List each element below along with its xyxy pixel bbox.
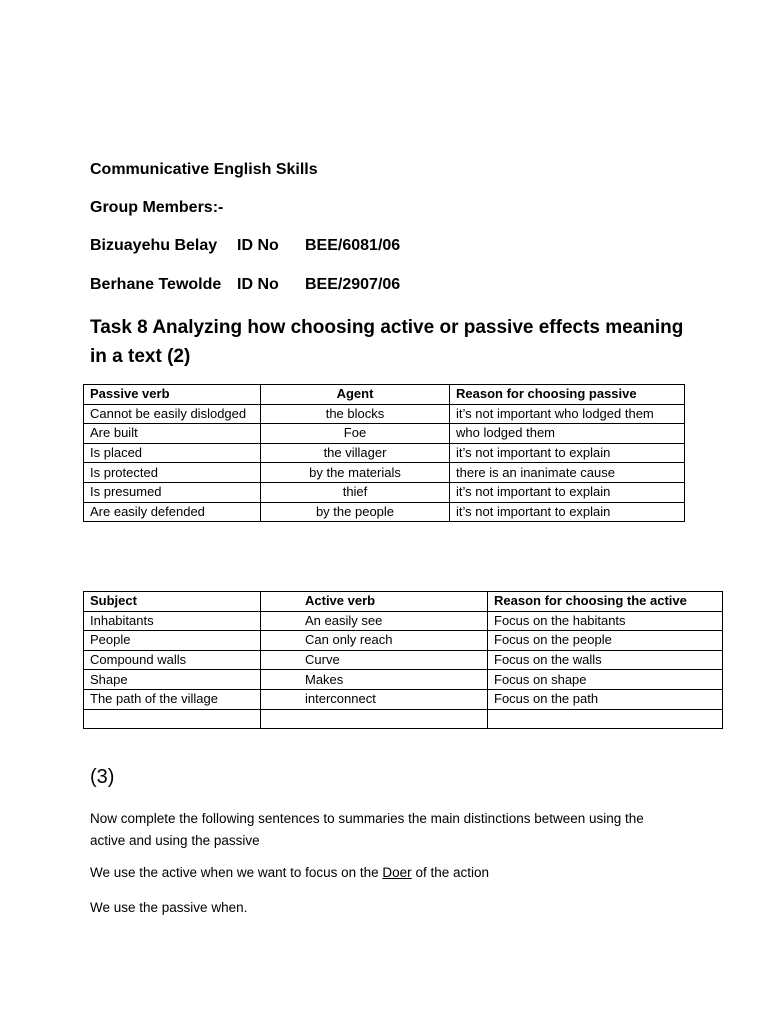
table-cell: Shape <box>84 670 261 690</box>
table-cell: it’s not important to explain <box>450 482 685 502</box>
task-title: Task 8 Analyzing how choosing active or passive effects meaning in a text (2) <box>90 317 684 367</box>
table-cell: An easily see <box>261 611 488 631</box>
passive-table <box>83 384 685 522</box>
table-row <box>84 631 723 651</box>
table-row <box>84 650 723 670</box>
table-row <box>84 502 685 522</box>
group-members-label: Group Members:- <box>90 199 224 216</box>
table-cell: Compound walls <box>84 650 261 670</box>
table-cell <box>84 709 261 729</box>
table-cell: the villager <box>261 443 450 463</box>
table-cell: it’s not important to explain <box>450 502 685 522</box>
member-name: Bizuayehu Belay <box>90 237 218 254</box>
table-header-cell: Subject <box>84 592 261 612</box>
table-cell: Can only reach <box>261 631 488 651</box>
table-row <box>84 482 685 502</box>
table-row <box>84 463 685 483</box>
member-id-label: ID No <box>237 276 279 293</box>
member-name: Berhane Tewolde <box>90 276 222 293</box>
table-cell: interconnect <box>261 689 488 709</box>
table-cell: Cannot be easily dislodged <box>84 404 261 424</box>
table-header-row <box>84 592 723 612</box>
table-cell: Inhabitants <box>84 611 261 631</box>
table-cell <box>261 709 488 729</box>
table-row <box>84 443 685 463</box>
table-row <box>84 670 723 690</box>
table-cell <box>488 709 723 729</box>
sentence-text: We use the active when we want to focus on the <box>90 865 383 880</box>
table-cell: The path of the village <box>84 689 261 709</box>
member-id: BEE/2907/06 <box>305 276 401 293</box>
active-table <box>83 591 723 729</box>
sentence-passive: We use the passive when. <box>90 900 248 915</box>
table-row <box>84 709 723 729</box>
table-cell: the blocks <box>261 404 450 424</box>
instruction-paragraph: Now complete the following sentences to summaries the main distinctions between using the active and using the passive <box>90 811 644 848</box>
table-cell: there is an inanimate cause <box>450 463 685 483</box>
underlined-word: Doer <box>382 865 412 880</box>
table-cell: Focus on the habitants <box>488 611 723 631</box>
table-row <box>84 404 685 424</box>
table-header-cell: Active verb <box>261 592 488 612</box>
table-cell: who lodged them <box>450 424 685 444</box>
member-id: BEE/6081/06 <box>305 237 401 254</box>
table-cell: it’s not important to explain <box>450 443 685 463</box>
sentence-text: of the action <box>411 865 489 880</box>
table-header-cell: Reason for choosing the active <box>488 592 723 612</box>
table-cell: thief <box>261 482 450 502</box>
table-header-row <box>84 385 685 405</box>
table-cell: Foe <box>261 424 450 444</box>
table-cell: Curve <box>261 650 488 670</box>
table-cell: Focus on the path <box>488 689 723 709</box>
table-header-cell: Agent <box>261 385 450 405</box>
table-cell: People <box>84 631 261 651</box>
table-header-cell: Reason for choosing passive <box>450 385 685 405</box>
table-row <box>84 611 723 631</box>
sentence-active <box>90 865 489 880</box>
table-cell: by the people <box>261 502 450 522</box>
table-cell: Focus on shape <box>488 670 723 690</box>
table-cell: Is presumed <box>84 482 261 502</box>
table-cell: Makes <box>261 670 488 690</box>
member-row <box>90 237 400 255</box>
table-row <box>84 424 685 444</box>
table-cell: by the materials <box>261 463 450 483</box>
member-row <box>90 276 400 294</box>
course-title: Communicative English Skills <box>90 161 318 178</box>
table-cell: Is placed <box>84 443 261 463</box>
table-cell: Are built <box>84 424 261 444</box>
table-row <box>84 689 723 709</box>
table-cell: Is protected <box>84 463 261 483</box>
table-cell: Focus on the walls <box>488 650 723 670</box>
section-3-label: (3) <box>90 766 115 788</box>
table-cell: it’s not important who lodged them <box>450 404 685 424</box>
member-id-label: ID No <box>237 237 279 254</box>
table-header-cell: Passive verb <box>84 385 261 405</box>
table-cell: Are easily defended <box>84 502 261 522</box>
table-cell: Focus on the people <box>488 631 723 651</box>
